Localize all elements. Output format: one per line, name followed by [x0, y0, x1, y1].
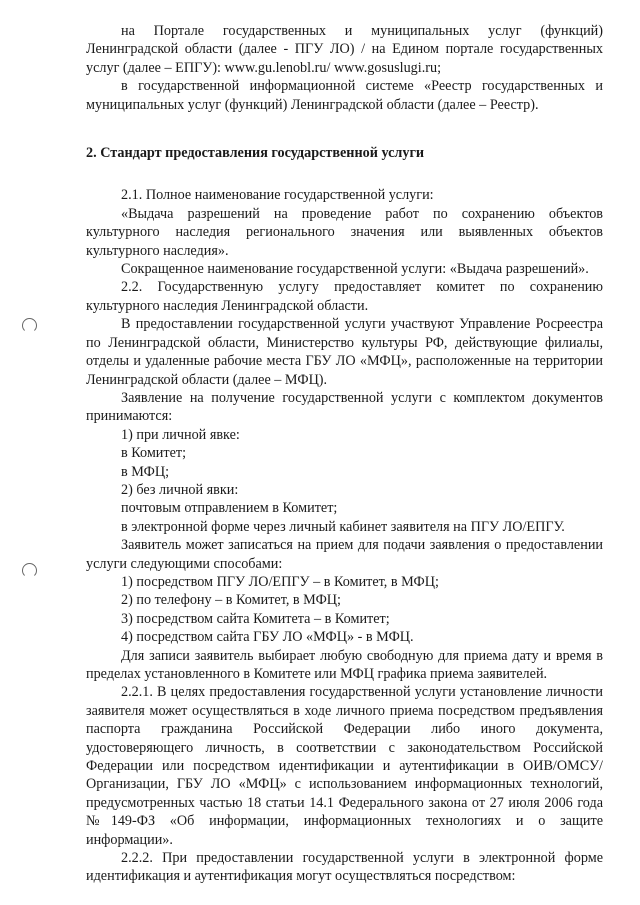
- list-item: 3) посредством сайта Комитета – в Комитет;: [121, 610, 390, 627]
- punch-hole-mark: [22, 318, 37, 333]
- document-page: [86, 22, 603, 886]
- paragraph: Заявление на получение государственной услуги с комплектом документов принимаются:: [86, 389, 603, 425]
- paragraph: в государственной информационной системе «Реестр государственных и муниципальных услуг (функций) Ленинградской области (далее – Реестр).: [86, 78, 603, 113]
- paragraph: 2.2. Государственную услугу предоставляет комитет по сохранению культурного наследия Ленинградской области.: [86, 279, 603, 314]
- list-item: 4) посредством сайта ГБУ ЛО «МФЦ» - в МФЦ.: [121, 629, 414, 646]
- paragraph: 2.1. Полное наименование государственной услуги:: [121, 187, 434, 204]
- list-item: в электронной форме через личный кабинет заявителя на ПГУ ЛО/ЕПГУ.: [121, 518, 565, 535]
- paragraph: «Выдача разрешений на проведение работ по сохранению объектов культурного наследия регионального значения или выявленных объектов культурного наследия».: [86, 205, 603, 259]
- punch-hole-mark: [22, 563, 37, 578]
- list-item: в МФЦ;: [121, 463, 170, 480]
- list-item: почтовым отправлением в Комитет;: [121, 500, 338, 517]
- paragraph: В предоставлении государственной услуги участвуют Управление Росреестра по Ленинградской области, Министерство культуры РФ, действующие филиалы, отделы и удаленные рабочие места ГБУ ЛО «МФЦ», расположенные на территории Ленинградской области (далее – МФЦ).: [86, 316, 603, 388]
- paragraph: Заявитель может записаться на прием для подачи заявления о предоставлении услуги следующими способами:: [86, 537, 603, 572]
- paragraph: Сокращенное наименование государственной услуги: «Выдача разрешений».: [121, 261, 589, 278]
- paragraph: Для записи заявитель выбирает любую свободную для приема дату и время в пределах установленного в Комитете или МФЦ графика приема заявителей.: [86, 647, 603, 682]
- list-item: 1) при личной явке:: [121, 426, 240, 443]
- section-heading: 2. Стандарт предоставления государственной услуги: [86, 145, 425, 162]
- paragraph: 2.2.1. В целях предоставления государственной услуги установление личности заявителя может осуществляться в ходе личного приема посредством предъявления паспорта гражданина Российской Федерации либо иного документа, удостоверяющего личность, в соответствии с законодательством Российской Федерации или посредством идентификации и аутентификации в ОИВ/ОМСУ/Организации, ГБУ ЛО «МФЦ» с использованием информационных технологий, предусмотренных частью 18 статьи 14.1 Федерального закона от 27 июля 2006 года №149-ФЗ «Об информации, информационных технологиях и о защите информации».: [86, 684, 603, 848]
- paragraph: 2.2.2. При предоставлении государственной услуги в электронной форме идентификация и аутентификация могут осуществляться посредством:: [86, 850, 603, 885]
- list-item: 2) без личной явки:: [121, 481, 239, 498]
- list-item: 2) по телефону – в Комитет, в МФЦ;: [121, 592, 341, 609]
- paragraph: на Порталe государственных и муниципальных услуг (функций) Ленинградской области (далее - ПГУ ЛО) / на Едином портале государственных услуг (далее – ЕПГУ): www.gu.lenobl.ru/ www.gosuslugi.ru;: [86, 23, 603, 76]
- list-item: в Комитет;: [121, 445, 187, 462]
- list-item: 1) посредством ПГУ ЛО/ЕПГУ – в Комитет, в МФЦ;: [121, 573, 439, 590]
